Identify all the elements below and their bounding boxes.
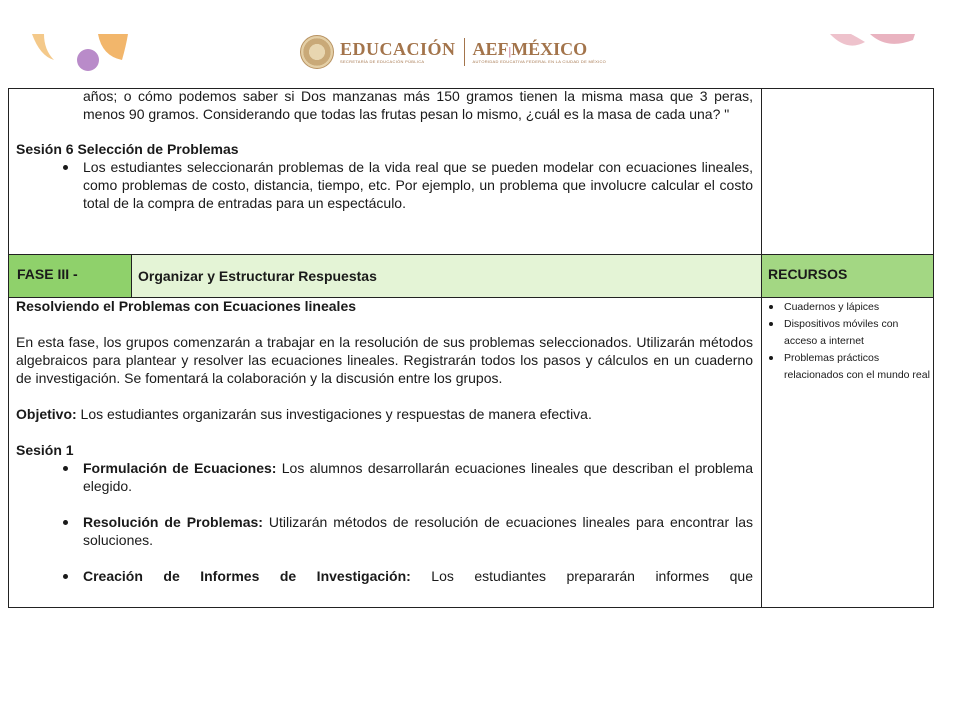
decorative-shapes-left bbox=[30, 34, 130, 74]
session6-cell bbox=[9, 89, 761, 254]
bullet-text: Utilizarán métodos de resolución de ecuaciones lineales para encontrar las soluciones. bbox=[83, 514, 753, 548]
logo-aef-mark-icon: | bbox=[508, 44, 512, 58]
aef-logo bbox=[473, 40, 607, 64]
logo-aef: AEF bbox=[472, 39, 509, 59]
table-row-main bbox=[9, 298, 933, 607]
main-intro: En esta fase, los grupos comenzarán a trabajar en la resolución de sus problemas seleccionados. Utilizarán métodos algebraicos para plantear y resolver las ecuaciones lineales. Registrarán todos los pasos y cálculos en un cuaderno de investigación. Se fomentará la colaboración y la discusión entre los grupos. bbox=[16, 334, 753, 386]
main-content-cell bbox=[9, 298, 761, 607]
logo-educacion: EDUCACIÓN bbox=[340, 39, 456, 59]
bullet-label: Creación de Informes de Investigación: bbox=[83, 568, 411, 584]
phase-label: FASE III - bbox=[17, 266, 78, 282]
header-logos bbox=[300, 34, 606, 70]
logo-educacion-subtitle: SECRETARÍA DE EDUCACIÓN PÚBLICA bbox=[340, 59, 425, 64]
phase-title: Organizar y Estructurar Respuestas bbox=[138, 268, 377, 284]
mexico-seal-icon bbox=[300, 35, 334, 69]
bullet-item bbox=[83, 459, 753, 495]
objective-paragraph bbox=[16, 405, 753, 423]
lesson-plan-table bbox=[8, 88, 934, 608]
resource-item: Problemas prácticos relacionados con el mundo real bbox=[762, 350, 933, 384]
bullet-label: Resolución de Problemas: bbox=[83, 514, 263, 530]
main-heading: Resolviendo el Problemas con Ecuaciones lineales bbox=[16, 298, 357, 314]
table-row-phase bbox=[9, 255, 933, 297]
logo-mexico: MÉXICO bbox=[511, 39, 588, 59]
resource-item: Cuadernos y lápices bbox=[762, 299, 933, 316]
bullet-item bbox=[83, 567, 753, 585]
problem-text: años; o cómo podemos saber si Dos manzanas más 150 gramos tienen la misma masa que 3 peras, menos 90 gramos. Considerando que todas las frutas pesan lo mismo, ¿cuál es la masa de cada una? " bbox=[83, 89, 753, 122]
sep-logo bbox=[340, 40, 456, 64]
resource-item: Dispositivos móviles con acceso a internet bbox=[762, 316, 933, 350]
bullet-item bbox=[83, 513, 753, 549]
column-divider bbox=[761, 89, 762, 254]
objective-label: Objetivo: bbox=[16, 406, 77, 422]
bullet-text: Los alumnos desarrollarán ecuaciones lineales que describan el problema elegido. bbox=[83, 460, 753, 494]
session6-bullet-wrap bbox=[16, 158, 753, 212]
objective-text: Los estudiantes organizarán sus investigaciones y respuestas de manera efectiva. bbox=[76, 406, 592, 422]
session1-bullet-1 bbox=[16, 459, 753, 495]
logo-divider bbox=[464, 38, 465, 66]
bullet-label: Formulación de Ecuaciones: bbox=[83, 460, 277, 476]
bullet-text: Los estudiantes prepararán informes que bbox=[410, 568, 753, 584]
decorative-shapes-right bbox=[825, 34, 920, 56]
session6-bullet: Los estudiantes seleccionarán problemas de la vida real que se pueden modelar con ecuaciones lineales, como problemas de costo, distancia, tiempo, etc. Por ejemplo, un problema que involucre calcular el costo total de la compra de entradas para un espectáculo. bbox=[83, 159, 753, 211]
logo-aef-subtitle: AUTORIDAD EDUCATIVA FEDERAL EN LA CIUDAD DE MÉXICO bbox=[472, 59, 607, 64]
session1-bullet-2 bbox=[16, 513, 753, 549]
session6-title: Sesión 6 Selección de Problemas bbox=[16, 141, 239, 157]
resources-header-cell bbox=[762, 255, 933, 297]
table-row-session6 bbox=[9, 89, 933, 254]
session1-bullet-3 bbox=[16, 567, 753, 585]
phase-cell bbox=[9, 255, 131, 297]
resources-header: RECURSOS bbox=[768, 266, 848, 282]
logo-aef-mexico bbox=[473, 40, 607, 58]
session1-title: Sesión 1 bbox=[16, 442, 74, 458]
resources-cell bbox=[762, 298, 933, 607]
phase-title-cell bbox=[132, 255, 761, 297]
